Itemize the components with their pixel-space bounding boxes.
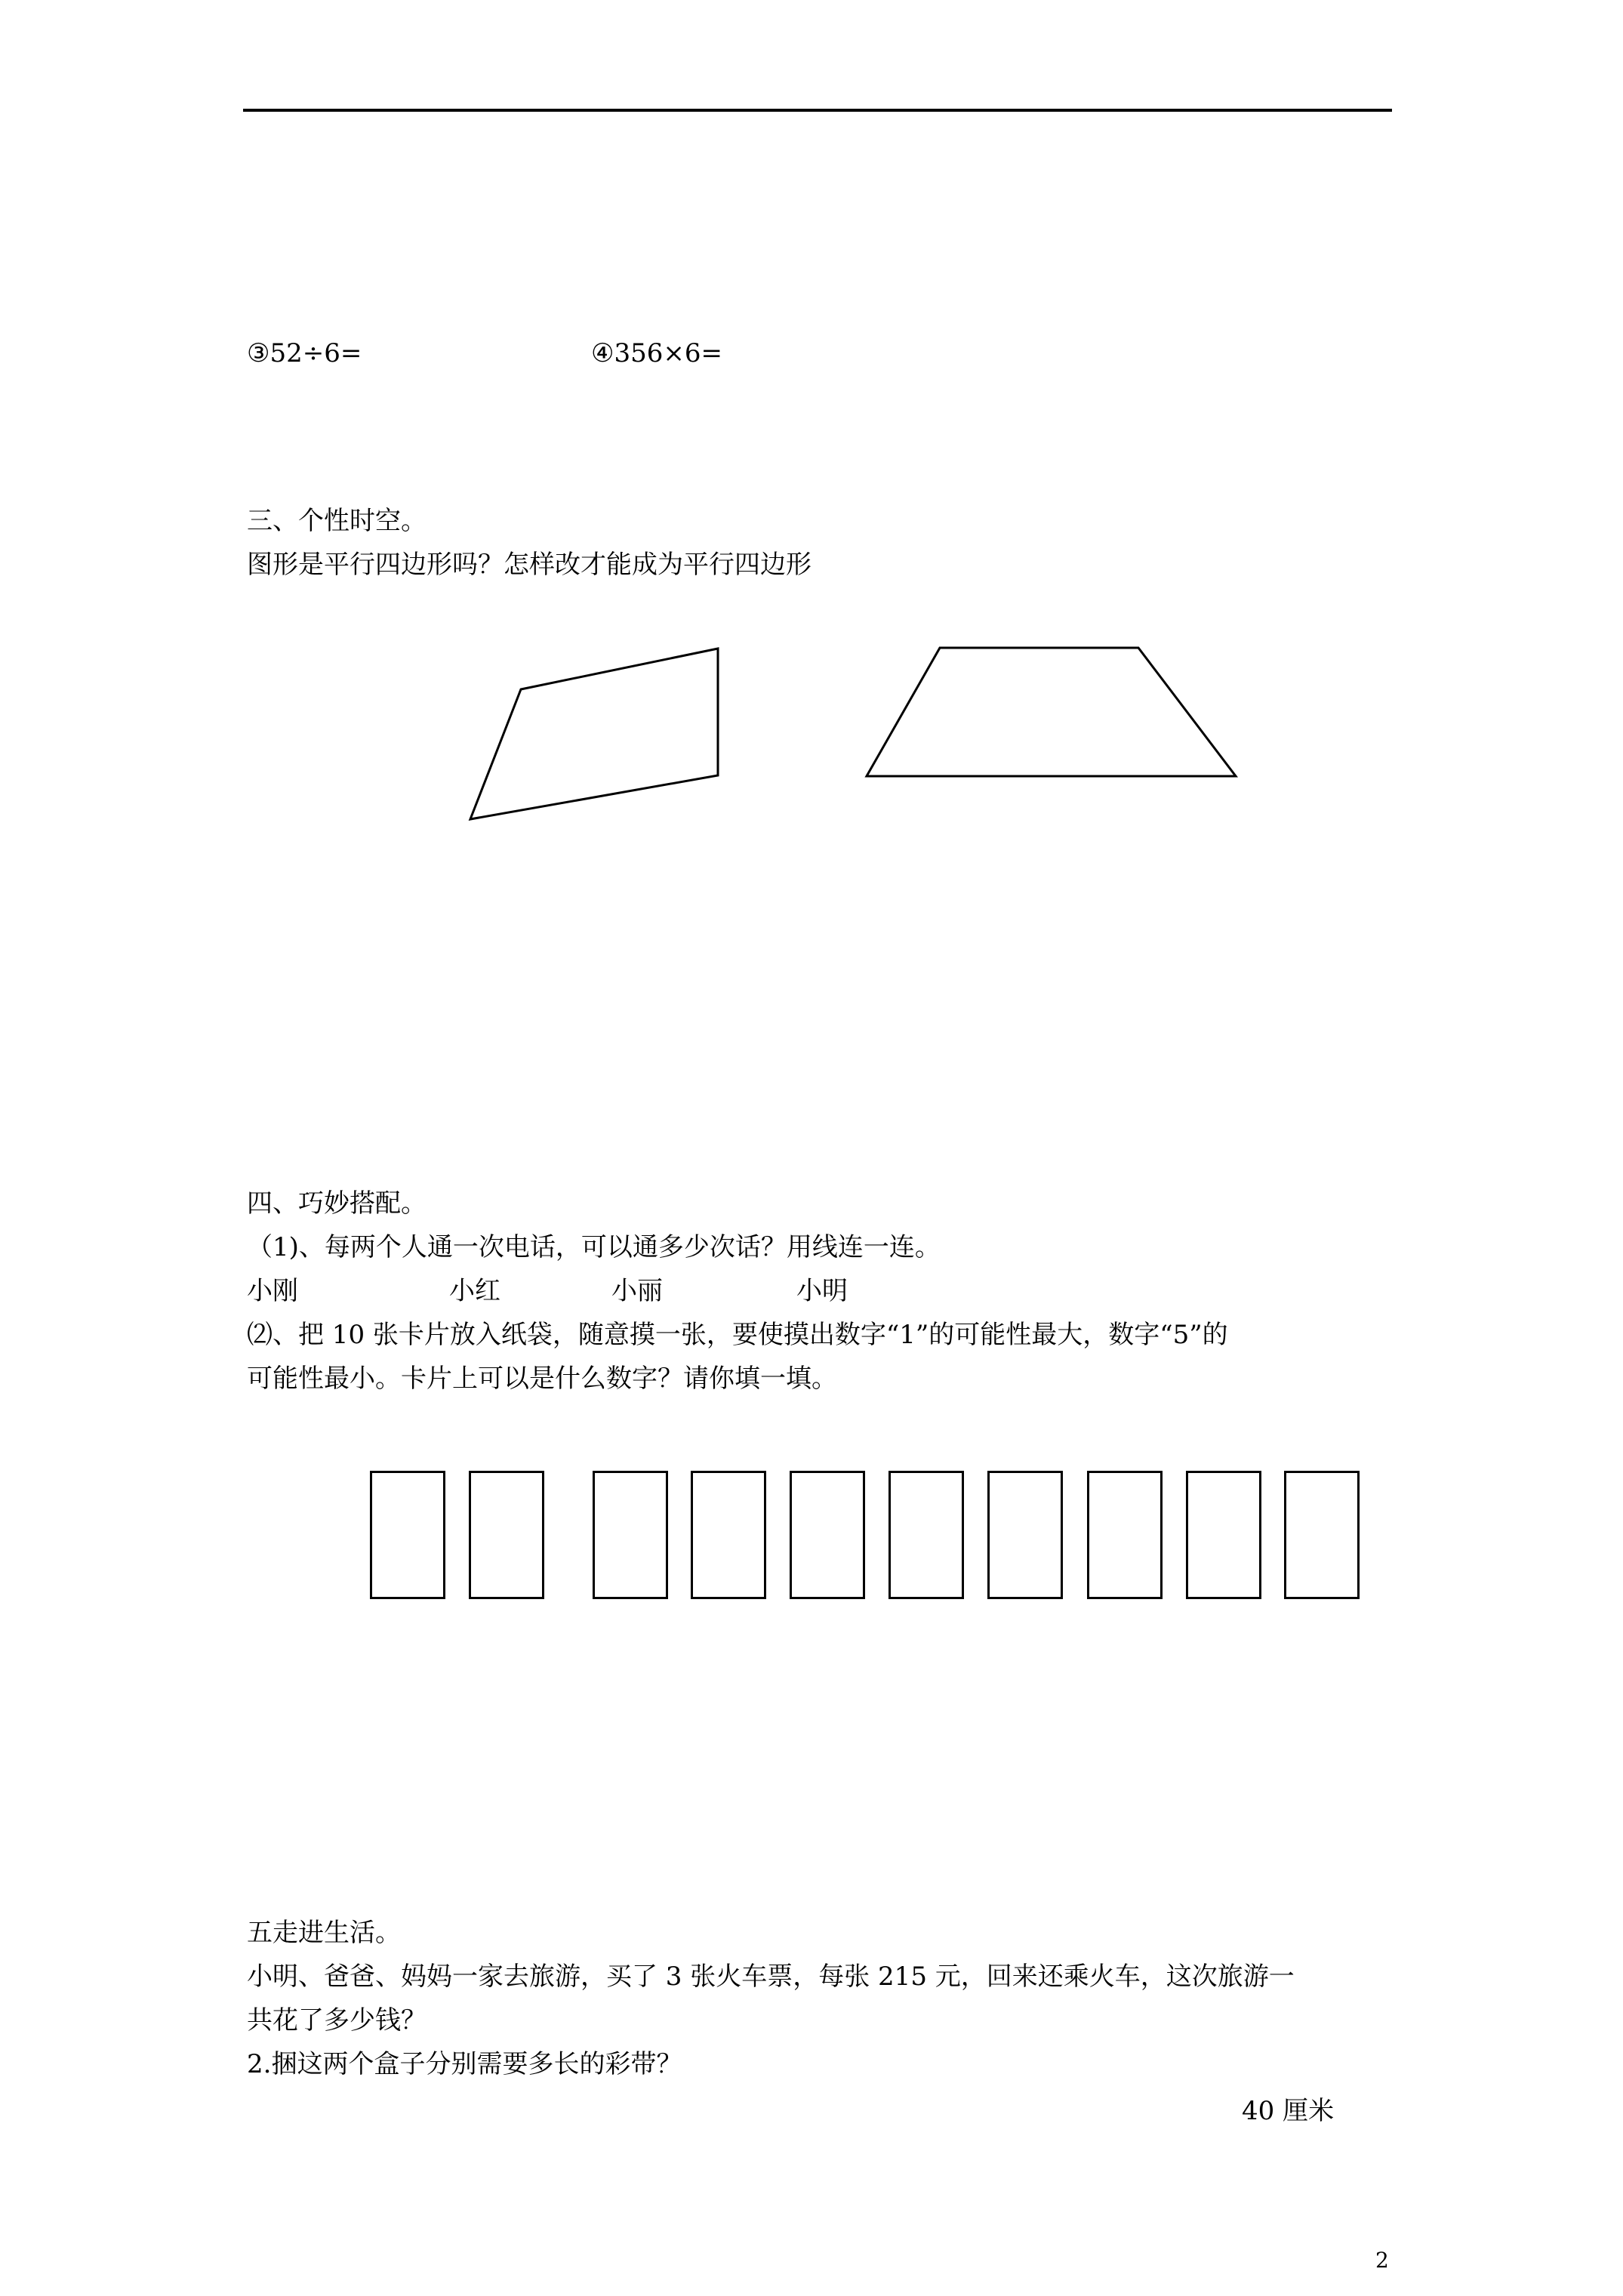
section-5-title: 五走进生活。: [247, 1918, 401, 1948]
calc-item-3: ③52÷6=: [247, 338, 362, 368]
section-3-title: 三、个性时空。: [247, 506, 427, 536]
section-5-question-2: 2.捆这两个盒子分别需要多长的彩带？: [247, 2049, 682, 2079]
section-4-question-1: （1)、每两个人通一次电话，可以通多少次话？用线连一连。: [247, 1232, 941, 1262]
blank-card[interactable]: [1186, 1471, 1261, 1599]
blank-card[interactable]: [987, 1471, 1063, 1599]
section-3-question: 图形是平行四边形吗？怎样改才能成为平行四边形: [247, 550, 812, 580]
section-5-question-1-line-1: 小明、爸爸、妈妈一家去旅游，买了 3 张火车票，每张 215 元，回来还乘火车，这次旅游一: [247, 1962, 1295, 1992]
blank-card[interactable]: [1284, 1471, 1360, 1599]
section-4-question-2-line-2: 可能性最小。卡片上可以是什么数字？请你填一填。: [247, 1364, 837, 1394]
quadrilateral-shape: [470, 649, 718, 819]
name-xiaoli: 小丽: [611, 1276, 663, 1306]
blank-card[interactable]: [593, 1471, 668, 1599]
blank-card[interactable]: [790, 1471, 865, 1599]
section-4-question-2-line-1: ⑵、把 10 张卡片放入纸袋，随意摸一张，要使摸出数字“1”的可能性最大，数字“5”的: [247, 1320, 1228, 1350]
blank-card[interactable]: [370, 1471, 445, 1599]
name-xiaogang: 小刚: [247, 1276, 298, 1306]
blank-card[interactable]: [691, 1471, 766, 1599]
blank-card[interactable]: [888, 1471, 964, 1599]
dimension-label: 40 厘米: [1242, 2096, 1335, 2126]
name-xiaoming: 小明: [796, 1276, 848, 1306]
page-number: 2: [1375, 2248, 1389, 2273]
blank-card[interactable]: [469, 1471, 544, 1599]
section-4-title: 四、巧妙搭配。: [247, 1188, 427, 1219]
blank-card[interactable]: [1087, 1471, 1163, 1599]
trapezoid-shape: [867, 648, 1236, 776]
section-5-question-1-line-2: 共花了多少钱？: [247, 2005, 427, 2036]
calc-item-4: ④356×6=: [591, 338, 722, 368]
name-xiaohong: 小红: [449, 1276, 500, 1306]
